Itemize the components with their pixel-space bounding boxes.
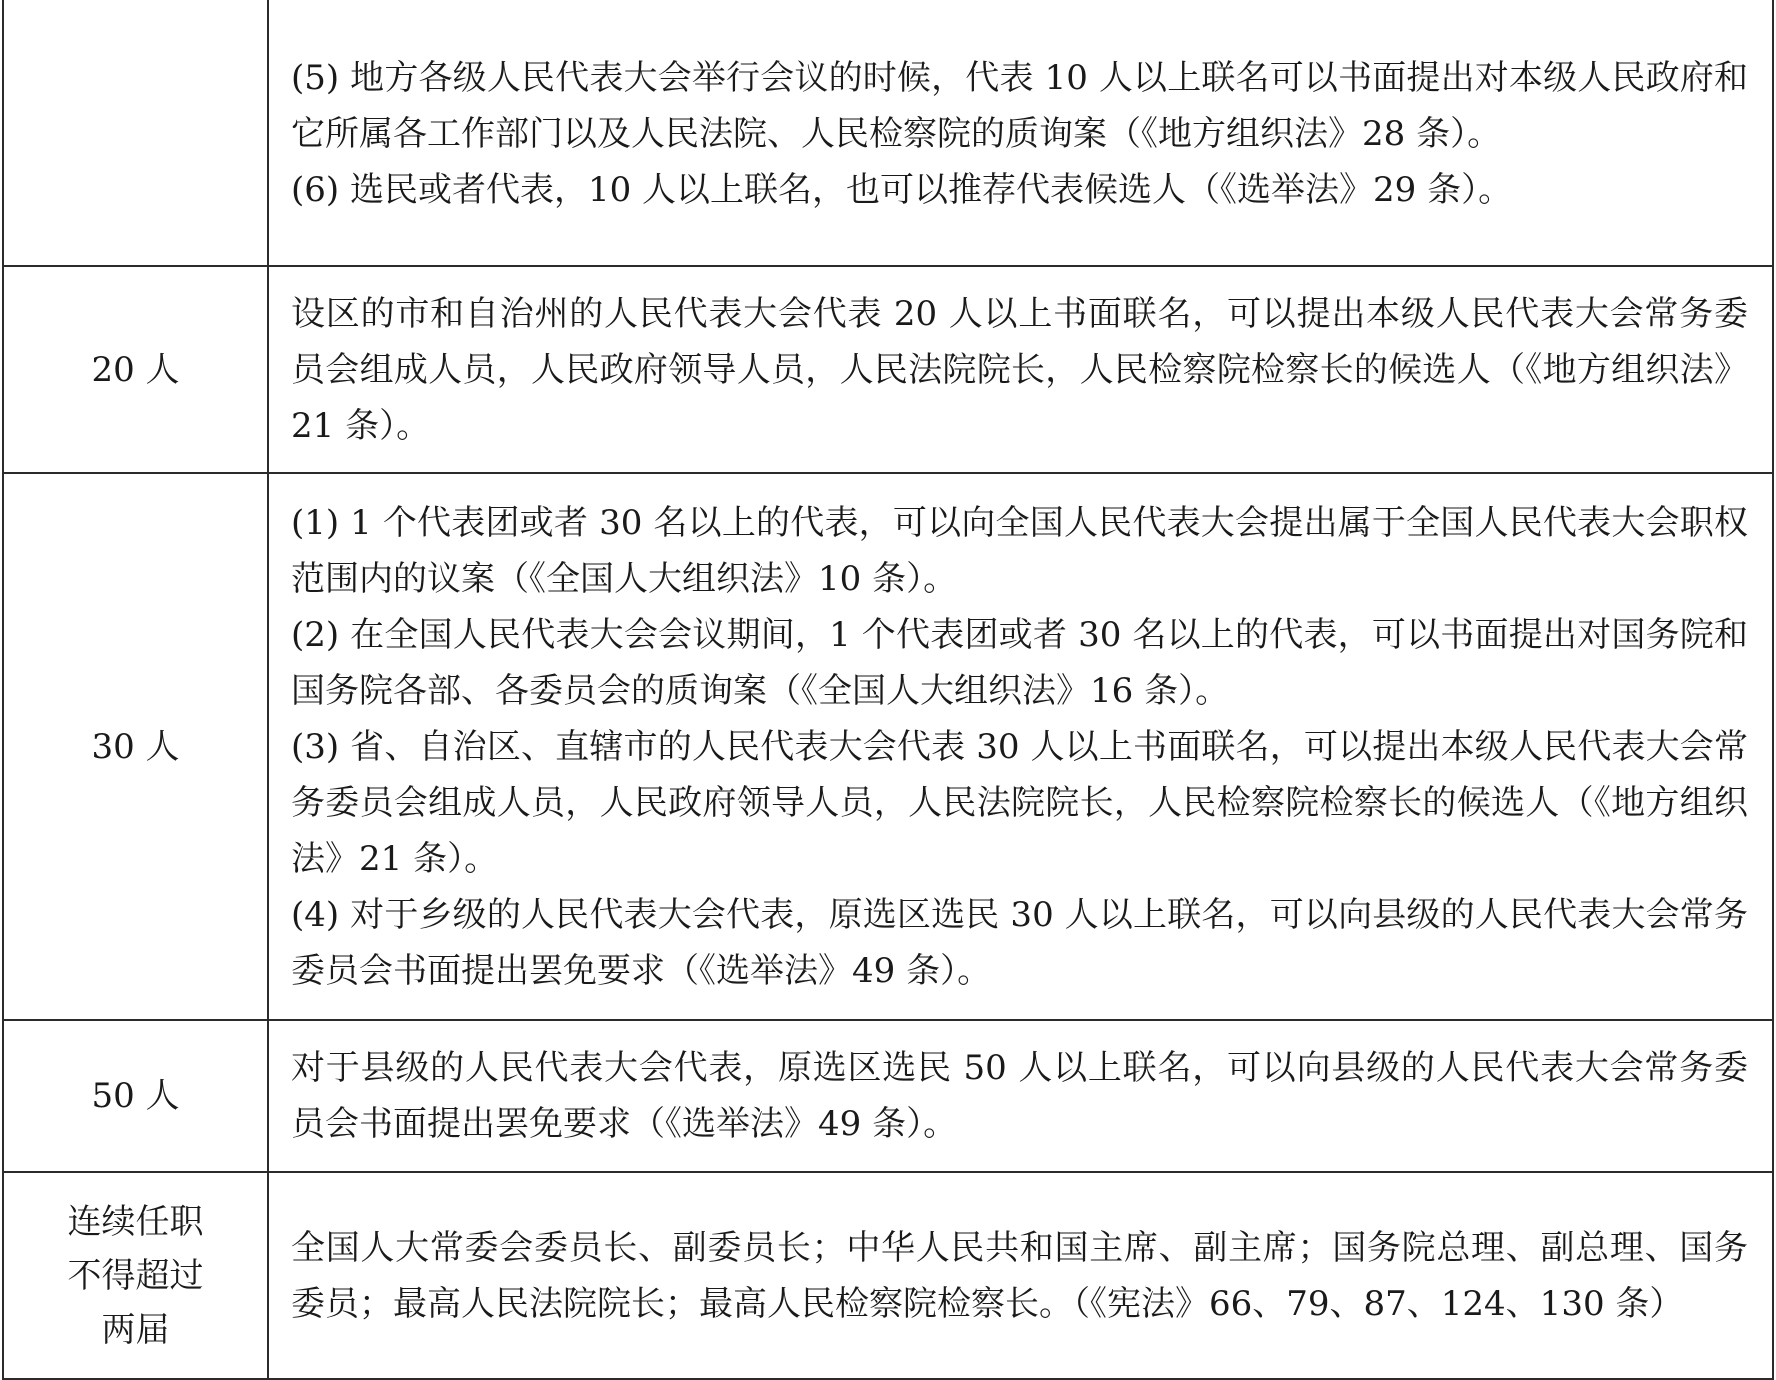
row-label: 连续任职 不得超过 两届 xyxy=(67,1201,204,1350)
clause-paragraph: (4) 对于乡级的人民代表大会代表，原选区选民 30 人以上联名，可以向县级的人民代表大会常务委员会书面提出罢免要求（《选举法》49 条）。 xyxy=(291,894,1748,991)
table-row xyxy=(3,1172,1773,1379)
row-label: 20 人 xyxy=(91,349,180,390)
table-row xyxy=(3,1020,1773,1172)
clause-paragraph: (3) 省、自治区、直辖市的人民代表大会代表 30 人以上书面联名，可以提出本级人民代表大会常务委员会组成人员，人民政府领导人员，人民法院院长，人民检察院检察长的候选人（《地方组织法》21 条）。 xyxy=(291,726,1748,879)
row-label: 30 人 xyxy=(91,726,180,767)
row-label-cell xyxy=(3,0,268,266)
clause-paragraph: 全国人大常委会委员长、副委员长；中华人民共和国主席、副主席；国务院总理、副总理、国务委员；最高人民法院院长；最高人民检察院检察长。（《宪法》66、79、87、124、130 条） xyxy=(291,1227,1748,1324)
row-content-cell xyxy=(268,0,1773,266)
row-label-cell xyxy=(3,1172,268,1379)
row-content-cell xyxy=(268,473,1773,1020)
table-row xyxy=(3,0,1773,266)
clause-paragraph: (1) 1 个代表团或者 30 名以上的代表，可以向全国人民代表大会提出属于全国人民代表大会职权范围内的议案（《全国人大组织法》10 条）。 xyxy=(291,502,1748,599)
clause-paragraph: 对于县级的人民代表大会代表，原选区选民 50 人以上联名，可以向县级的人民代表大会常务委员会书面提出罢免要求（《选举法》49 条）。 xyxy=(291,1048,1748,1144)
row-label-cell xyxy=(3,266,268,473)
row-label: 50 人 xyxy=(91,1076,180,1116)
provisions-table xyxy=(2,0,1774,1380)
clause-paragraph: (2) 在全国人民代表大会会议期间，1 个代表团或者 30 名以上的代表，可以书面提出对国务院和国务院各部、各委员会的质询案（《全国人大组织法》16 条）。 xyxy=(291,614,1748,711)
row-content-cell xyxy=(268,1020,1773,1172)
table-row xyxy=(3,473,1773,1020)
row-content-cell xyxy=(268,266,1773,473)
clause-paragraph: (5) 地方各级人民代表大会举行会议的时候，代表 10 人以上联名可以书面提出对本级人民政府和它所属各工作部门以及人民法院、人民检察院的质询案（《地方组织法》28 条）。 xyxy=(291,57,1748,154)
row-label-cell xyxy=(3,473,268,1020)
row-label-cell xyxy=(3,1020,268,1172)
clause-paragraph: (6) 选民或者代表，10 人以上联名，也可以推荐代表候选人（《选举法》29 条）。 xyxy=(291,169,1513,210)
table-row xyxy=(3,266,1773,473)
row-content-cell xyxy=(268,1172,1773,1379)
clause-paragraph: 设区的市和自治州的人民代表大会代表 20 人以上书面联名，可以提出本级人民代表大会常务委员会组成人员，人民政府领导人员，人民法院院长，人民检察院检察长的候选人（《地方组织法》21 条）。 xyxy=(291,293,1748,446)
